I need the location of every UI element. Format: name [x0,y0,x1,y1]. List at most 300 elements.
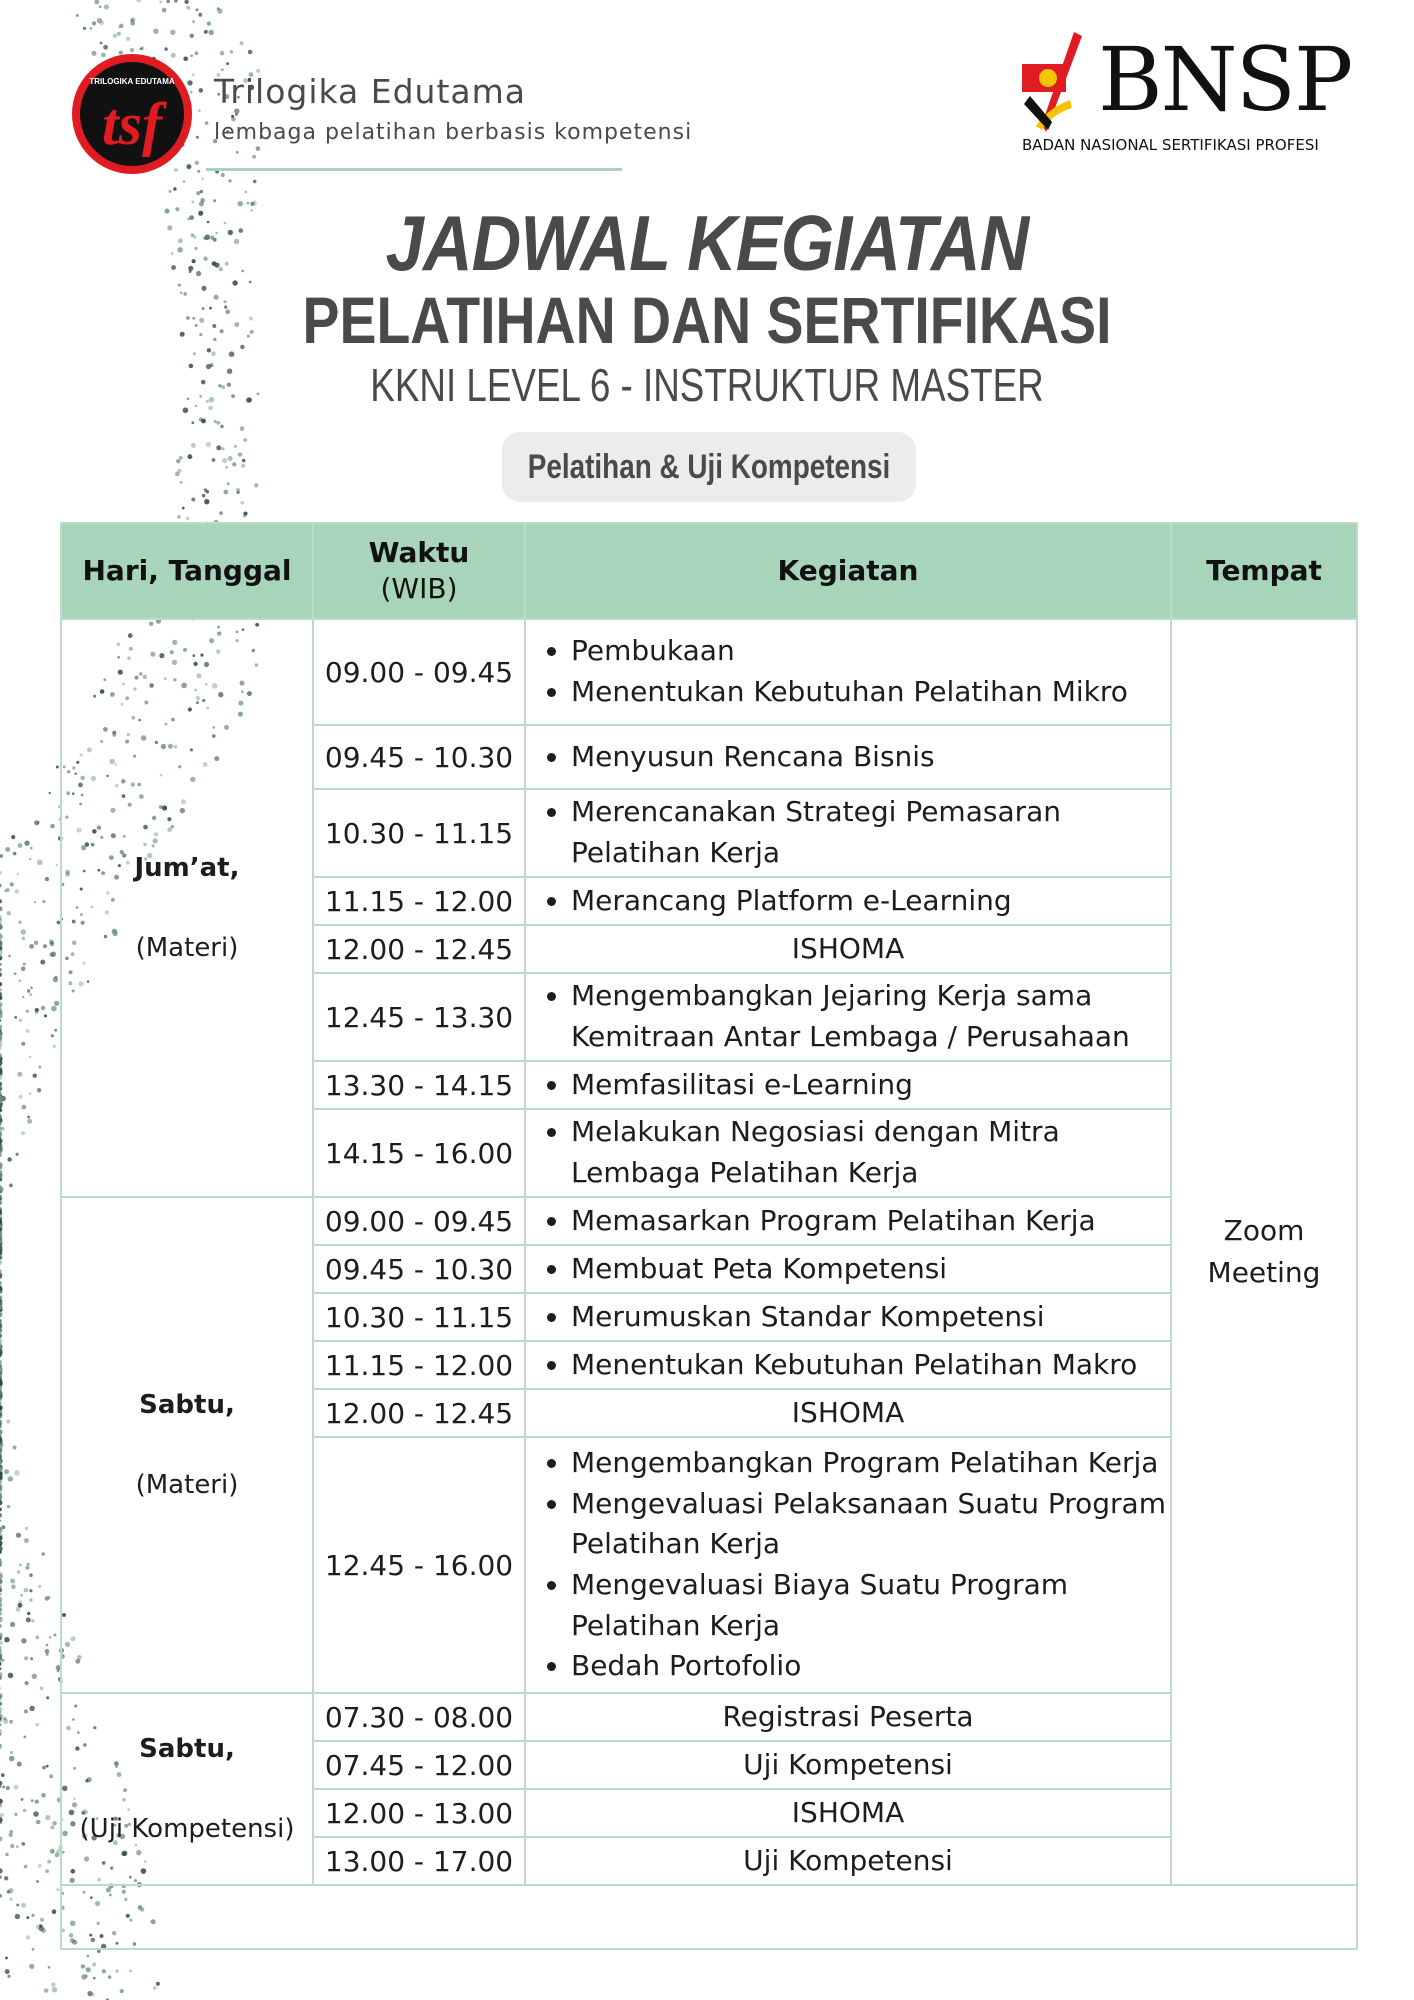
decor-dot [4,1469,9,1474]
decor-dot [37,1088,41,1092]
activity-cell [525,1245,1171,1293]
decor-dot [199,417,203,421]
decor-dot [45,877,49,881]
decor-dot [44,1014,47,1017]
decor-dot [13,852,17,856]
decor-dot [4,1637,9,1642]
decor-dot [164,47,167,50]
decor-dot [204,499,209,504]
decor-dot [177,515,181,519]
decor-dot [0,1013,3,1018]
time-cell: 12.00 - 12.45 [313,925,525,973]
day-note: (Uji Kompetensi) [79,1814,295,1845]
decor-dot [35,1011,38,1014]
decor-dot [87,1955,90,1958]
decor-dot [21,1842,25,1846]
decor-dot [0,1597,2,1602]
time-cell: 09.00 - 09.45 [313,619,525,725]
decor-dot [19,1564,22,1567]
decor-dot [0,988,2,991]
decor-dot [192,421,195,424]
decor-dot [0,1592,2,1596]
decor-dot [0,1687,1,1689]
decor-dot [14,972,17,975]
decor-dot [54,1029,57,1032]
decor-dot [49,1636,52,1639]
activity-cell: ISHOMA [525,1789,1171,1837]
decor-dot [0,1836,3,1841]
time-cell: 07.45 - 12.00 [313,1741,525,1789]
decor-dot [0,1075,2,1080]
decor-dot [0,1019,1,1022]
decor-dot [45,1596,50,1601]
decor-dot [234,445,237,448]
decor-dot [90,27,93,30]
decor-dot [225,466,228,469]
header-time-label: Waktu [368,535,470,569]
decor-dot [46,1696,49,1699]
page-title: JADWAL KEGIATAN [385,199,1029,287]
decor-dot [182,507,185,510]
decor-dot [21,1638,26,1643]
activity-cell [525,1293,1171,1341]
decor-dot [39,1924,42,1927]
bnsp-subtitle: BADAN NASIONAL SERTIFIKASI PROFESI [1022,136,1319,154]
decor-dot [46,1765,49,1768]
decor-dot [16,873,19,876]
decor-dot [0,1133,2,1137]
table-row [61,619,1357,725]
decor-dot [36,1723,39,1726]
decor-dot [217,7,220,10]
decor-dot [205,121,209,125]
decor-dot [17,1570,21,1574]
day-note: (Materi) [135,1470,239,1501]
decor-dot [0,934,3,939]
decor-dot [6,1419,10,1423]
decor-dot [22,1105,27,1110]
decor-dot [0,1585,2,1588]
decor-dot [2,1785,5,1788]
decor-dot [0,1624,2,1628]
decor-dot [33,1074,37,1078]
decor-dot [192,20,195,23]
decor-dot [4,1876,8,1880]
activity-item: • Pembukaan [571,631,1170,672]
decor-dot [51,1006,57,1012]
decor-dot [29,858,31,860]
decor-dot [46,1653,49,1656]
badge-label: Pelatihan & Uji Kompetensi [527,447,891,486]
decor-dot [131,17,135,21]
decor-dot [94,0,99,4]
decor-dot [0,1633,3,1638]
activity-cell: Registrasi Peserta [525,1693,1171,1741]
decor-dot [0,1455,2,1459]
activity-item: • Menyusun Rencana Bisnis [571,737,1170,778]
decor-dot [21,967,26,972]
decor-dot [31,1619,34,1622]
decor-dot [0,1269,2,1272]
decor-dot [52,1909,57,1914]
decor-dot [0,1405,3,1410]
decor-dot [0,949,3,955]
decor-dot [16,1904,19,1907]
decor-dot [45,1869,49,1873]
decor-dot [0,1260,2,1265]
decor-dot [34,820,39,825]
decor-dot [14,1785,19,1790]
decor-dot [174,0,178,3]
activity-cell [525,1437,1171,1693]
decor-dot [34,941,39,946]
decor-dot [29,1573,33,1577]
activity-item: • Mengembangkan Jejaring Kerja sama Kemitraan Antar Lembaga / Perusahaan [571,976,1170,1057]
decor-dot [27,989,30,992]
decor-dot [93,1977,96,1980]
decor-dot [11,835,15,839]
decor-dot [5,1853,8,1856]
decor-dot [156,1982,160,1986]
decor-dot [7,1975,10,1978]
brand-underline [206,168,622,171]
decor-dot [53,1045,56,1048]
decor-dot [179,456,183,460]
decor-dot [7,1890,11,1894]
decor-dot [0,1875,2,1879]
program-level: KKNI LEVEL 6 - INSTRUKTUR MASTER [370,359,1044,411]
decor-dot [20,1594,23,1597]
decor-dot [18,843,23,848]
decor-dot [214,420,217,423]
decor-dot [0,1546,3,1552]
decor-dot [198,109,201,112]
decor-dot [10,1751,13,1754]
activity-cell [525,1341,1171,1389]
decor-dot [42,900,45,903]
table-row [61,1197,1357,1245]
day-cell [61,1197,313,1693]
decor-dot [25,1566,29,1570]
decor-dot [204,31,207,34]
decor-dot [191,443,196,448]
decor-dot [7,911,11,915]
activity-cell [525,619,1171,725]
decor-dot [26,1916,29,1919]
decor-dot [162,8,167,13]
decor-dot [18,1603,23,1608]
activity-cell [525,725,1171,789]
decor-dot [51,1034,54,1037]
decor-dot [0,1047,1,1049]
decor-dot [117,32,121,36]
time-cell: 09.00 - 09.45 [313,1197,525,1245]
decor-dot [48,1966,51,1969]
day-note: (Materi) [135,933,239,964]
decor-dot [19,1095,23,1099]
decor-dot [5,1957,8,1960]
activity-cell [525,1061,1171,1109]
decor-dot [221,447,224,450]
decor-dot [248,50,253,55]
decor-dot [16,1153,19,1156]
time-cell: 11.15 - 12.00 [313,877,525,925]
decor-dot [32,1948,35,1951]
decor-dot [16,1533,21,1538]
decor-dot [0,884,2,887]
decor-dot [0,995,3,1000]
decor-dot [14,1813,17,1816]
decor-dot [0,1031,3,1036]
decor-dot [21,1903,26,1908]
decor-dot [0,906,3,911]
decor-dot [186,6,190,10]
decor-dot [41,1006,45,1010]
decor-dot [18,979,21,982]
decor-dot [240,426,245,431]
decor-dot [0,1701,3,1706]
decor-dot [42,1766,46,1770]
decor-dot [0,1520,1,1522]
decor-dot [206,442,211,447]
decor-dot [0,1402,2,1405]
tsf-logo [70,52,194,176]
decor-dot [40,1918,44,1922]
decor-dot [23,1736,26,1739]
decor-dot [56,1888,59,1891]
activity-item: • Melakukan Negosiasi dengan Mitra Lembaga Pelatihan Kerja [571,1112,1170,1193]
decor-dot [212,458,216,462]
decor-dot [0,1108,2,1113]
decor-dot [0,1799,3,1805]
decor-dot [7,1505,10,1508]
decor-dot [99,6,102,9]
decor-dot [23,963,26,966]
day-cell [61,1693,313,1885]
decor-dot [14,1470,20,1476]
decor-dot [6,1786,10,1790]
decor-dot [1,1773,5,1777]
decor-dot [0,1201,2,1205]
decor-dot [38,1066,41,1069]
time-cell: 10.30 - 11.15 [313,789,525,877]
activity-item: • Menentukan Kebutuhan Pelatihan Makro [571,1345,1170,1386]
decor-dot [38,1585,41,1588]
activity-item: • Memasarkan Program Pelatihan Kerja [571,1201,1170,1242]
decor-dot [119,24,123,28]
decor-dot [221,68,224,71]
decor-dot [36,1820,41,1825]
activity-item: • Menentukan Kebutuhan Pelatihan Mikro [571,672,1170,713]
header-time-unit: (WIB) [380,572,458,605]
decor-dot [21,929,26,934]
decor-dot [15,1914,20,1919]
time-cell: 10.30 - 11.15 [313,1293,525,1341]
decor-dot [34,901,36,903]
decor-dot [30,1657,33,1660]
time-cell: 09.45 - 10.30 [313,725,525,789]
decor-dot [217,421,221,425]
activity-cell [525,877,1171,925]
decor-dot [43,944,47,948]
decor-dot [29,1706,34,1711]
decor-dot [173,187,176,190]
decor-dot [13,1446,17,1450]
decor-dot [29,1589,32,1592]
decor-dot [24,841,29,846]
decor-dot [36,1636,40,1640]
decor-dot [92,1962,96,1966]
decor-dot [221,173,225,177]
decor-dot [196,8,199,11]
decor-dot [183,180,186,183]
decor-dot [0,941,3,946]
decor-dot [10,1844,14,1848]
decor-dot [113,34,117,38]
decor-dot [27,1119,32,1124]
decor-dot [41,1552,45,1556]
decor-dot [184,0,188,4]
decor-dot [24,1710,28,1714]
decor-dot [188,454,193,459]
activity-item: • Merencanakan Strategi Pemasaran Pelatihan Kerja [571,792,1170,873]
decor-dot [0,1723,2,1726]
decor-dot [207,21,211,25]
decor-dot [202,494,205,497]
decor-dot [256,146,261,151]
decor-dot [216,445,221,450]
decor-dot [0,899,2,903]
decor-dot [8,1673,14,1679]
decor-dot [0,918,2,922]
decor-dot [206,490,209,493]
decor-dot [21,1798,24,1801]
decor-dot [51,952,56,957]
decor-dot [0,1813,4,1817]
decor-dot [201,177,204,180]
decor-dot [40,1687,44,1691]
decor-dot [83,27,86,30]
decor-dot [199,88,204,93]
decor-dot [153,1986,157,1990]
activity-cell [525,789,1171,877]
decor-dot [37,860,43,866]
decor-dot [24,1538,29,1543]
decor-dot [35,1800,39,1804]
brand-tagline: lembaga pelatihan berbasis kompetensi [214,120,693,145]
decor-dot [0,1484,3,1490]
page-subtitle: PELATIHAN DAN SERTIFIKASI [302,283,1112,357]
activity-item: • Mengembangkan Program Pelatihan Kerja [571,1443,1170,1484]
decor-dot [10,1830,13,1833]
decor-dot [21,1131,25,1135]
decor-dot [103,45,108,50]
decor-dot [11,1585,16,1590]
decor-dot [32,1674,37,1679]
decor-dot [104,4,109,9]
schedule-table [60,522,1358,1950]
decor-dot [17,1762,22,1767]
decor-dot [29,993,32,996]
table-row [61,1693,1357,1741]
decor-dot [195,51,199,55]
decor-dot [49,792,51,794]
decor-dot [53,977,58,982]
decor-dot [30,847,33,850]
decor-dot [52,1821,56,1825]
decor-dot [177,469,181,473]
activity-cell: ISHOMA [525,925,1171,973]
brand-name: Trilogika Edutama [214,72,527,111]
decor-dot [50,824,54,828]
svg-text:TRILOGIKA EDUTAMA: TRILOGIKA EDUTAMA [89,77,175,86]
time-cell: 12.45 - 13.30 [313,973,525,1061]
decor-dot [136,0,141,3]
decor-dot [99,20,104,25]
decor-dot [9,1184,13,1188]
decor-dot [0,1328,2,1333]
day-cell [61,619,313,1197]
activity-item: • Bedah Portofolio [571,1646,1170,1687]
decor-dot [38,1864,42,1868]
time-cell: 12.00 - 13.00 [313,1789,525,1837]
header-time [313,523,525,619]
decor-dot [0,1894,2,1898]
decor-dot [45,1815,50,1820]
decor-dot [52,1987,57,1992]
decor-dot [40,960,45,965]
decor-dot [0,1707,3,1712]
activity-item: • Merancang Platform e-Learning [571,881,1170,922]
decor-dot [36,1880,39,1883]
decor-dot [170,30,175,35]
decor-dot [10,1579,15,1584]
decor-dot [50,1849,55,1854]
decor-dot [84,1974,88,1978]
decor-dot [0,1785,2,1788]
decor-dot [26,1029,30,1033]
decor-dot [253,180,257,184]
decor-dot [8,1476,13,1481]
decor-dot [0,963,2,966]
time-cell: 09.45 - 10.30 [313,1245,525,1293]
decor-dot [56,864,58,866]
decor-dot [0,1781,2,1786]
time-cell: 13.30 - 14.15 [313,1061,525,1109]
decor-dot [120,1989,124,1993]
decor-dot [3,1717,6,1720]
decor-dot [0,1281,2,1285]
decor-dot [41,1793,46,1798]
day-label: Sabtu, [139,1733,235,1764]
decor-dot [9,1898,12,1901]
decor-dot [180,481,183,484]
decor-dot [186,517,189,520]
decor-dot [0,871,2,874]
decor-dot [22,937,26,941]
decor-dot [29,944,34,949]
decor-dot [108,1975,111,1978]
decor-dot [0,1667,2,1670]
decor-dot [0,1641,3,1645]
decor-dot [0,1187,4,1192]
time-cell: 12.45 - 16.00 [313,1437,525,1693]
decor-dot [224,490,229,495]
decor-dot [26,1617,31,1622]
decor-dot [209,30,214,35]
decor-dot [8,955,10,957]
decor-dot [228,456,233,461]
